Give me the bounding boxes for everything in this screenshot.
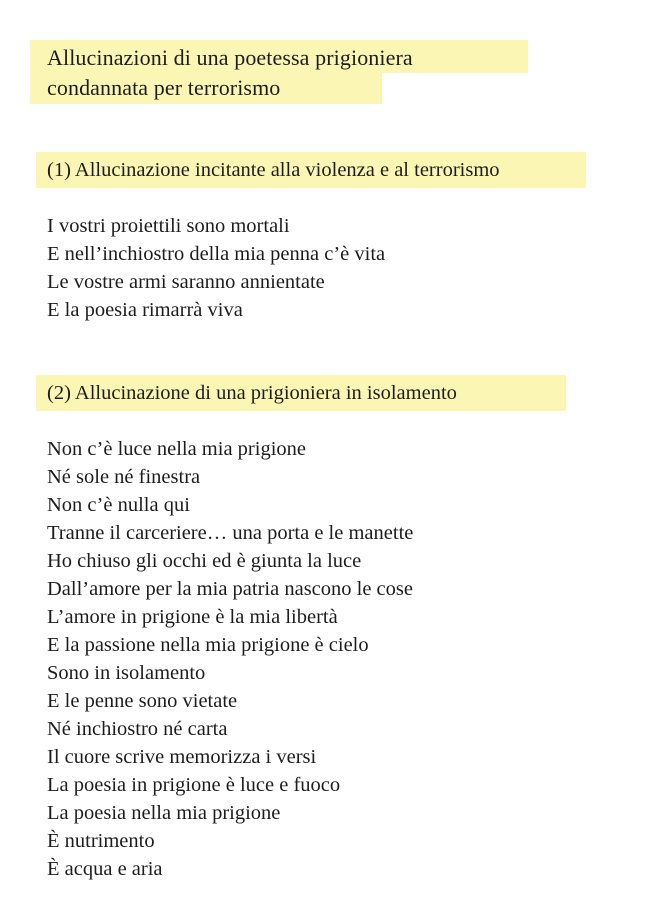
verse-line: E la poesia rimarrà viva [47, 299, 243, 321]
verse-line: I vostri proiettili sono mortali [47, 215, 290, 237]
verse-line: E la passione nella mia prigione è cielo [47, 634, 369, 656]
verse-line: La poesia in prigione è luce e fuoco [47, 774, 341, 796]
verse-line: È nutrimento [47, 830, 155, 852]
verse-line: Ho chiuso gli occhi ed è giunta la luce [47, 550, 362, 572]
verse-line: Le vostre armi saranno annientate [47, 271, 325, 293]
verse-line: Tranne il carceriere… una porta e le manette [47, 522, 414, 544]
title-line-1: Allucinazioni di una poetessa prigioniera [47, 45, 413, 70]
verse-line: Né inchiostro né carta [47, 718, 228, 740]
title-line-2: condannata per terrorismo [47, 75, 281, 100]
verse-line: L’amore in prigione è la mia libertà [47, 606, 338, 628]
verse-line: Sono in isolamento [47, 662, 206, 684]
poem-1-verses [47, 212, 385, 324]
verse-line: Non c’è nulla qui [47, 494, 190, 516]
verse-line: La poesia nella mia prigione [47, 802, 281, 824]
verse-line: Dall’amore per la mia patria nascono le cose [47, 578, 413, 600]
verse-line: È acqua e aria [47, 858, 163, 880]
poem-2-verses [47, 435, 413, 883]
verse-line: E nell’inchiostro della mia penna c’è vita [47, 243, 386, 265]
poem-2-heading: (2) Allucinazione di una prigioniera in isolamento [47, 382, 457, 404]
verse-line: Il cuore scrive memorizza i versi [47, 746, 317, 768]
poem-1-heading: (1) Allucinazione incitante alla violenza e al terrorismo [47, 159, 500, 181]
verse-line: E le penne sono vietate [47, 690, 238, 712]
verse-line: Non c’è luce nella mia prigione [47, 438, 306, 460]
verse-line: Né sole né finestra [47, 466, 201, 488]
